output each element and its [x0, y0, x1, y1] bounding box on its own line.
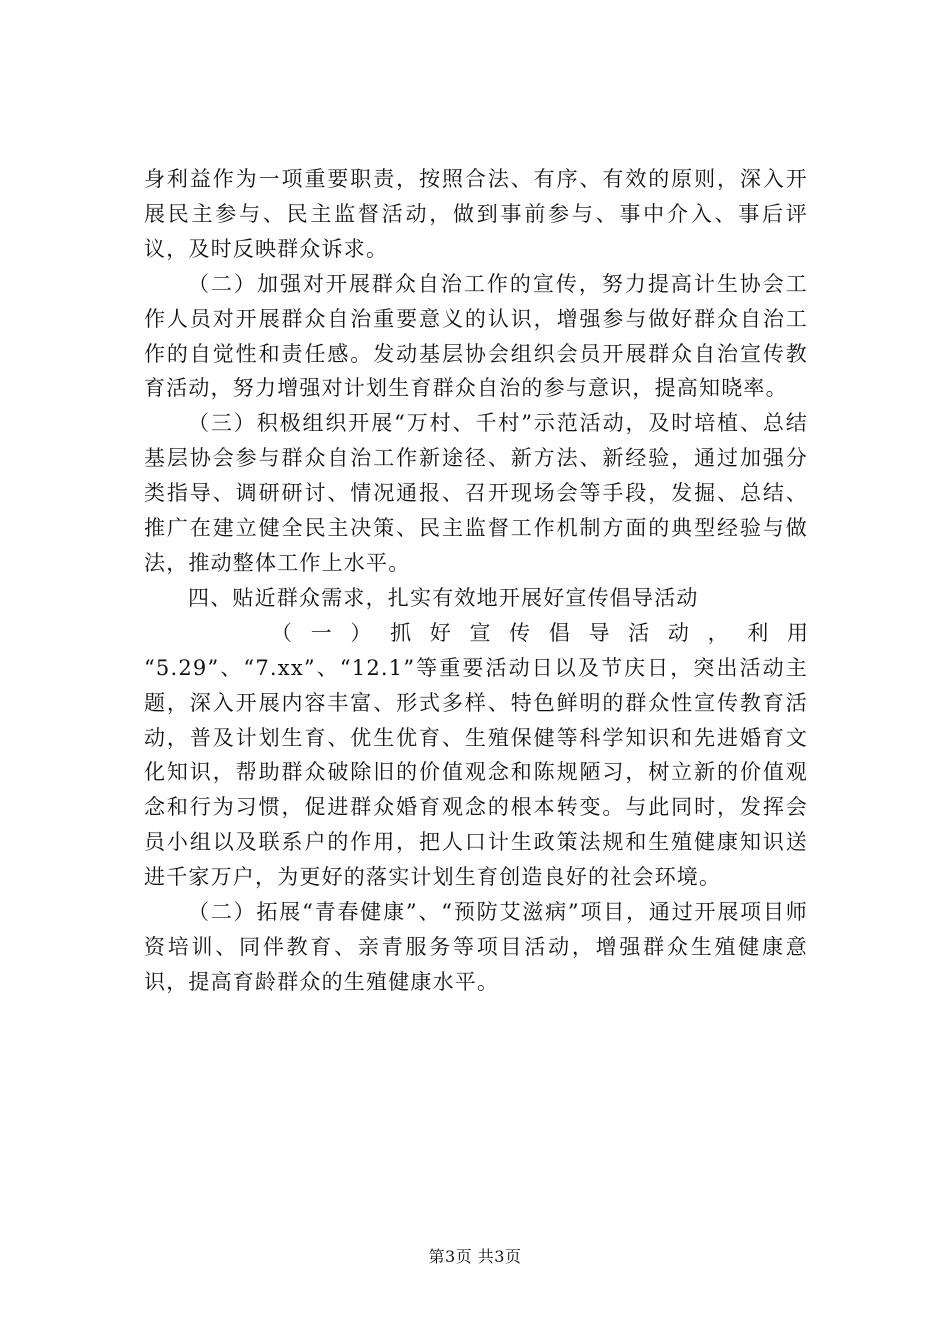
spread-char: ）	[350, 620, 372, 645]
page-footer: 第3页 共3页	[428, 1247, 522, 1266]
spread-char: 用	[786, 620, 808, 645]
spread-char: 利	[747, 620, 769, 645]
spread-char: 抓	[390, 620, 412, 645]
paragraph-section-3: （三）积极组织开展“万村、千村”示范活动，及时培植、总结基层协会参与群众自治工作新途径、新方法、新经验，通过加强分类指导、调研研讨、情况通报、召开现场会等手段，发掘、总结、推广在建立健全民主决策、民主监督工作机制方面的典型经验与做法，推动整体工作上水平。	[144, 411, 808, 575]
spread-char: 传	[509, 620, 531, 645]
spread-char: 宣	[469, 620, 491, 645]
paragraph-section-2: （二）加强对开展群众自治工作的宣传，努力提高计生协会工作人员对开展群众自治重要意义的认识，增强参与做好群众自治工作的自觉性和责任感。发动基层协会组织会员开展群众自治宣传教育活动，努力增强对计划生育群众自治的参与意识，提高知晓率。	[144, 271, 808, 401]
spread-char: 动	[667, 620, 689, 645]
section-heading-4: 四、贴近群众需求，扎实有效地开展好宣传倡导活动	[188, 585, 699, 610]
paragraph-section-4-2: （二）拓展“青春健康”、“预防艾滋病”项目，通过开展项目师资培训、同伴教育、亲青服务等项目活动，增强群众生殖健康意识，提高育龄群众的生殖健康水平。	[144, 900, 808, 994]
spread-char: 好	[429, 620, 451, 645]
paragraph-section-4-1: “5.29”、“7.xx”、“12.1”等重要活动日以及节庆日，突出活动主题，深入开展内容丰富、形式多样、特色鲜明的群众性宣传教育活动，普及计划生育、优生优育、生殖保健等科学知识和先进婚育文化知识，帮助群众破除旧的价值观念和陈规陋习，树立新的价值观念和行为习惯，促进群众婚育观念的根本转变。与此同时，发挥会员小组以及联系户的作用，把人口计生政策法规和生殖健康知识送进千家万户，为更好的落实计划生育创造良好的社会环境。	[144, 655, 808, 890]
spread-char: （	[271, 620, 292, 645]
spread-char: 导	[588, 620, 610, 645]
spread-char: 一	[310, 620, 332, 645]
spread-char: 活	[628, 620, 650, 645]
document-body	[144, 162, 808, 1000]
spread-char: 倡	[548, 620, 570, 645]
spread-char: ，	[707, 620, 729, 645]
spread-line-section-1	[144, 616, 808, 651]
paragraph-continuation: 身利益作为一项重要职责，按照合法、有序、有效的原则，深入开展民主参与、民主监督活动，做到事前参与、事中介入、事后评议，及时反映群众诉求。	[144, 167, 808, 261]
